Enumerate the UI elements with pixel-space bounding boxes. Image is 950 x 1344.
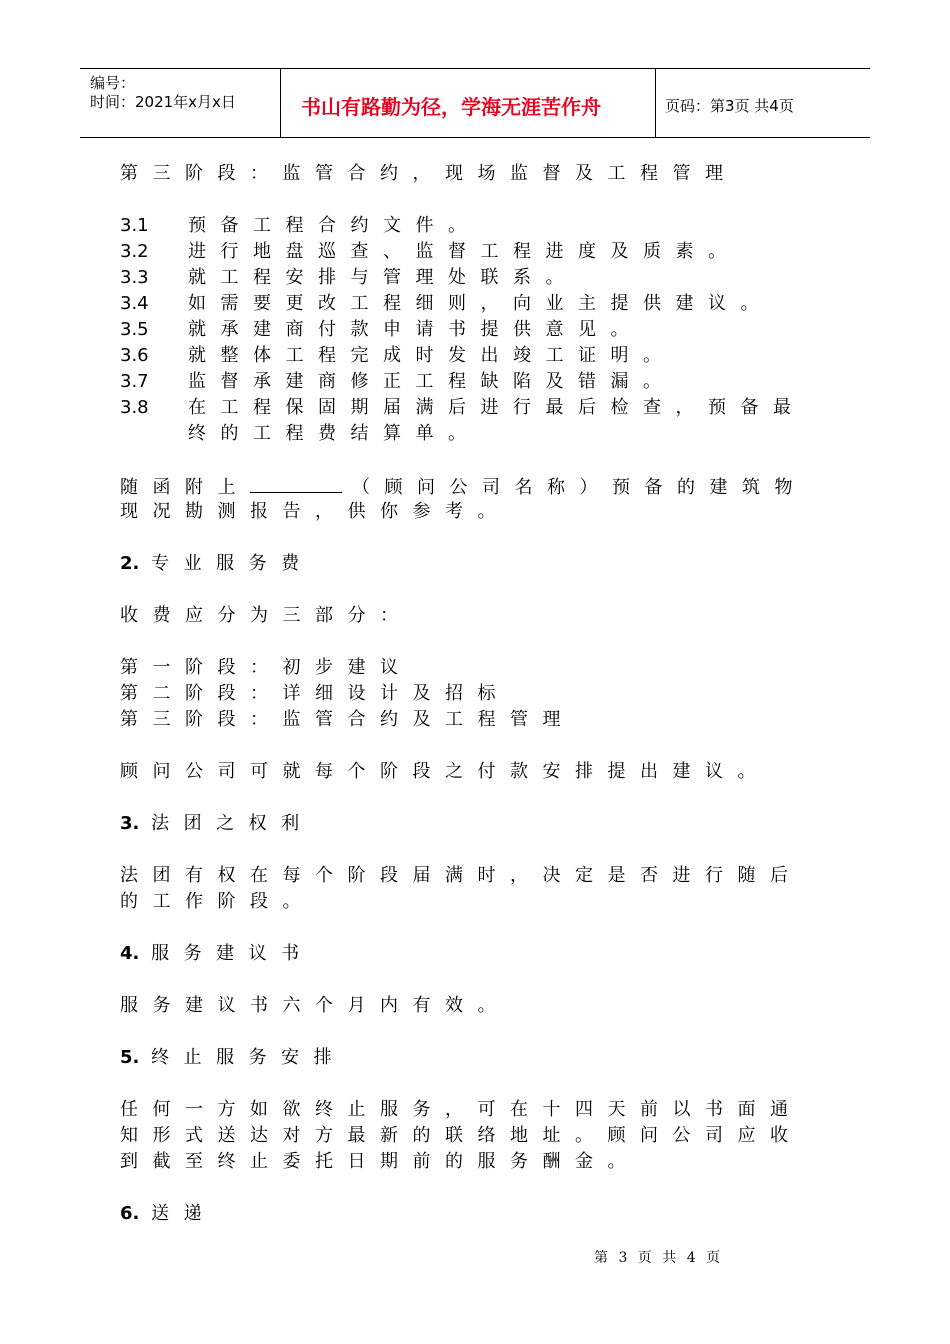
rights-text: 法团有权在每个阶段届满时，决定是否进行随后 [120, 865, 803, 886]
section-heading [120, 554, 314, 574]
code-label: 编号： [90, 74, 136, 92]
stage3-title: 第三阶段：监管合约，现场监督及工程管理 [120, 163, 738, 184]
item-number: 3.7 [120, 371, 149, 392]
section-title: 送递 [151, 1203, 217, 1224]
section-number: 6. [120, 1203, 140, 1224]
fee-stage: 第二阶段：详细设计及招标 [120, 683, 510, 704]
section-title: 终止服务安排 [151, 1047, 347, 1068]
company-name-blank[interactable] [250, 476, 342, 493]
section-number: 3. [120, 813, 140, 834]
item-text: 就工程安排与管理处联系。 [188, 267, 578, 288]
page-footer: 第 3 页 共 4 页 [594, 1250, 724, 1266]
header-meta-cell [80, 69, 280, 137]
section-title: 服务建议书 [151, 943, 314, 964]
attachment-suffix: （顾问公司名称）预备的建筑物 [352, 477, 807, 498]
item-number: 3.6 [120, 345, 149, 366]
section-number: 4. [120, 943, 140, 964]
date-label: 时间：2021年x月x日 [90, 93, 236, 111]
item-text: 就整体工程完成时发出竣工证明。 [188, 345, 676, 366]
item-text: 预备工程合约文件。 [188, 215, 481, 236]
fee-note: 顾问公司可就每个阶段之付款安排提出建议。 [120, 761, 770, 782]
page-number-label: 页码：第3页 共4页 [665, 97, 794, 115]
item-text-continued: 终的工程费结算单。 [188, 423, 481, 444]
termination-text: 到截至终止委托日期前的服务酬金。 [120, 1151, 640, 1172]
rights-text: 的工作阶段。 [120, 891, 315, 912]
slogan: 书山有路勤为径，学海无涯苦作舟 [301, 95, 601, 119]
section-number: 5. [120, 1047, 140, 1068]
proposal-validity-text: 服务建议书六个月内有效。 [120, 995, 510, 1016]
item-number: 3.4 [120, 293, 149, 314]
fee-stage: 第三阶段：监管合约及工程管理 [120, 709, 575, 730]
termination-text: 知形式送达对方最新的联络地址。顾问公司应收 [120, 1125, 803, 1146]
page-header [80, 68, 870, 138]
item-text: 在工程保固期届满后进行最后检查，预备最 [188, 397, 806, 418]
item-number: 3.8 [120, 397, 149, 418]
item-number: 3.2 [120, 241, 149, 262]
section-title: 法团之权利 [151, 813, 314, 834]
item-text: 进行地盘巡查、监督工程进度及质素。 [188, 241, 741, 262]
termination-text: 任何一方如欲终止服务，可在十四天前以书面通 [120, 1099, 803, 1120]
section-heading [120, 1204, 216, 1224]
fee-stage: 第一阶段：初步建议 [120, 657, 413, 678]
section-heading [120, 944, 314, 964]
attachment-line-2: 现况勘测报告，供你参考。 [120, 501, 510, 522]
attachment-prefix: 随函附上 [120, 477, 250, 498]
section-heading [120, 814, 314, 834]
section-number: 2. [120, 553, 140, 574]
header-page-cell [655, 69, 870, 137]
fee-intro: 收费应分为三部分： [120, 605, 413, 626]
item-text: 如需要更改工程细则，向业主提供建议。 [188, 293, 773, 314]
header-slogan-cell [280, 69, 656, 137]
item-number: 3.3 [120, 267, 149, 288]
attachment-line [120, 476, 807, 498]
item-text: 就承建商付款申请书提供意见。 [188, 319, 643, 340]
item-text: 监督承建商修正工程缺陷及错漏。 [188, 371, 676, 392]
item-number: 3.1 [120, 215, 149, 236]
section-title: 专业服务费 [151, 553, 314, 574]
section-heading [120, 1048, 346, 1068]
item-number: 3.5 [120, 319, 149, 340]
